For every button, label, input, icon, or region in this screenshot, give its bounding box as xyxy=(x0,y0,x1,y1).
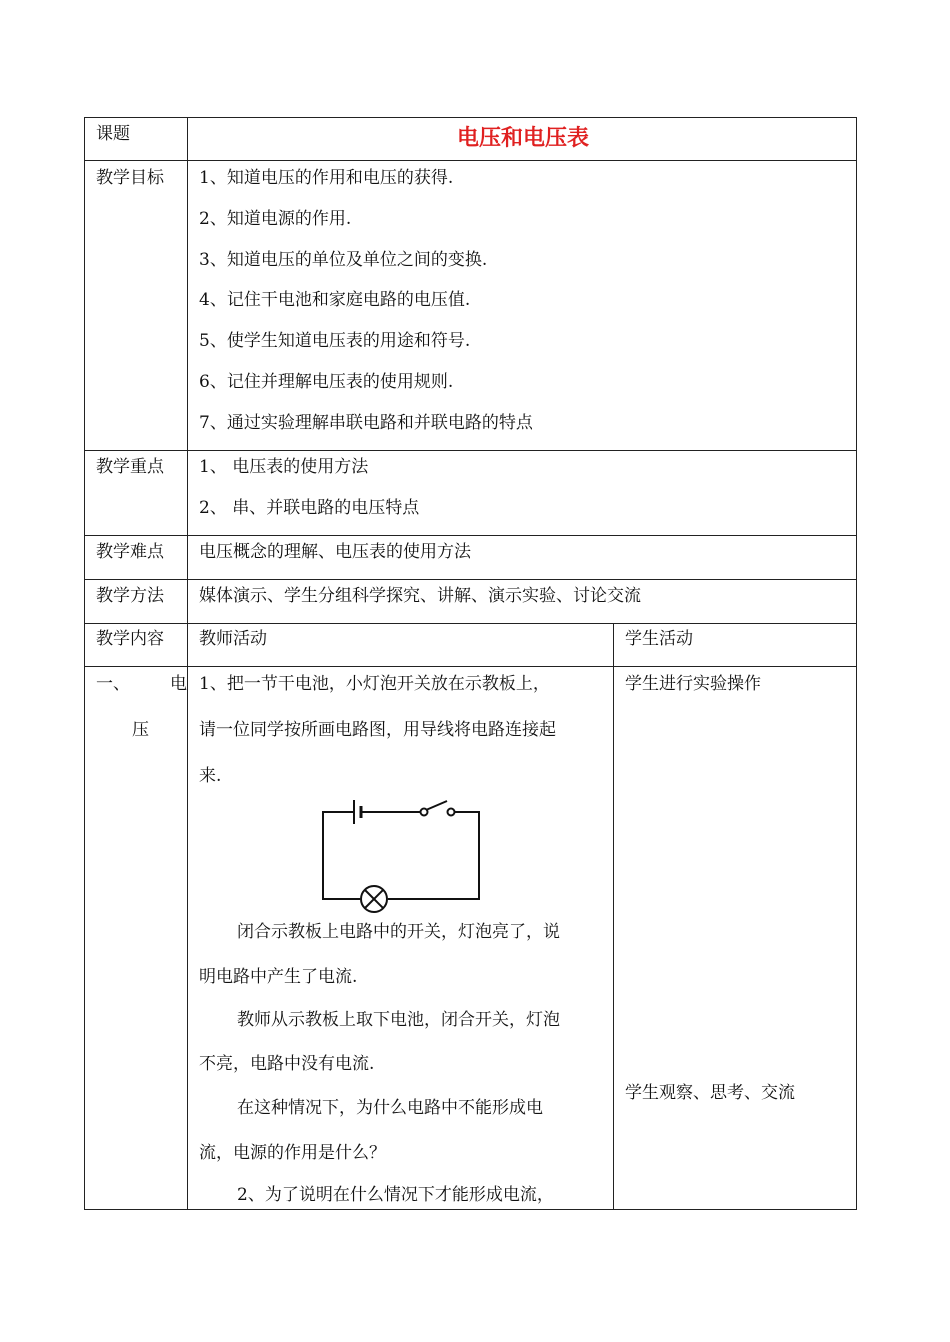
row-divider-5 xyxy=(84,623,857,624)
row-divider-3 xyxy=(84,535,857,536)
objectives-label: 教学目标 xyxy=(96,168,164,188)
teacher-activity-header: 教师活动 xyxy=(199,629,267,649)
teacher-line: 明电路中产生了电流. xyxy=(199,967,358,987)
table-border-left xyxy=(84,117,85,1210)
methods-label: 教学方法 xyxy=(96,586,164,606)
key-points-label: 教学重点 xyxy=(96,457,164,477)
objective-item: 4、记住干电池和家庭电路的电压值. xyxy=(199,290,471,310)
content-label: 教学内容 xyxy=(96,629,164,649)
circuit-diagram xyxy=(318,796,486,916)
column-divider-student xyxy=(613,623,614,1210)
row-divider-1 xyxy=(84,160,857,161)
table-border-right xyxy=(856,117,857,1210)
section-label-number: 一、 xyxy=(96,674,130,694)
circuit-wire-left xyxy=(323,812,360,899)
teacher-line: 闭合示教板上电路中的开关，灯泡亮了，说 xyxy=(237,922,560,942)
difficulties-label: 教学难点 xyxy=(96,542,164,562)
teacher-line: 请一位同学按所画电路图，用导线将电路连接起 xyxy=(199,720,556,740)
methods-text: 媒体演示、学生分组科学探究、讲解、演示实验、讨论交流 xyxy=(199,586,641,606)
row-divider-2 xyxy=(84,450,857,451)
objective-item: 6、记住并理解电压表的使用规则. xyxy=(199,372,454,392)
student-activity-header: 学生活动 xyxy=(625,629,693,649)
column-divider-label xyxy=(187,117,188,1210)
switch-lever xyxy=(426,801,447,810)
key-point-item: 1、 电压表的使用方法 xyxy=(199,457,369,477)
teacher-line: 2、为了说明在什么情况下才能形成电流， xyxy=(237,1185,554,1205)
teacher-line: 不亮，电路中没有电流. xyxy=(199,1054,375,1074)
page-title: 电压和电压表 xyxy=(456,126,589,151)
topic-label: 课题 xyxy=(96,124,130,144)
teacher-line: 1、把一节干电池，小灯泡开关放在示教板上， xyxy=(199,674,550,694)
objective-item: 3、知道电压的单位及单位之间的变换. xyxy=(199,250,488,270)
section-label-char2: 压 xyxy=(132,720,149,740)
key-point-item: 2、 串、并联电路的电压特点 xyxy=(199,498,420,518)
teacher-line: 来. xyxy=(199,766,222,786)
table-border-bottom xyxy=(84,1209,857,1210)
row-divider-4 xyxy=(84,579,857,580)
difficulties-text: 电压概念的理解、电压表的使用方法 xyxy=(199,542,471,562)
student-activity-2: 学生观察、思考、交流 xyxy=(625,1083,795,1103)
table-border-top xyxy=(84,117,857,118)
objective-item: 5、使学生知道电压表的用途和符号. xyxy=(199,331,471,351)
objective-item: 7、通过实验理解串联电路和并联电路的特点 xyxy=(199,413,533,433)
student-activity-1: 学生进行实验操作 xyxy=(625,674,761,694)
teacher-line: 在这种情况下，为什么电路中不能形成电 xyxy=(237,1098,543,1118)
teacher-line: 教师从示教板上取下电池，闭合开关，灯泡 xyxy=(237,1010,560,1030)
circuit-wire-right xyxy=(388,812,479,899)
teacher-line: 流，电源的作用是什么？ xyxy=(199,1143,386,1163)
objective-item: 1、知道电压的作用和电压的获得. xyxy=(199,168,454,188)
section-label-char1: 电 xyxy=(170,674,187,694)
switch-contact-right xyxy=(448,809,455,816)
objective-item: 2、知道电源的作用. xyxy=(199,209,352,229)
row-divider-6 xyxy=(84,666,857,667)
